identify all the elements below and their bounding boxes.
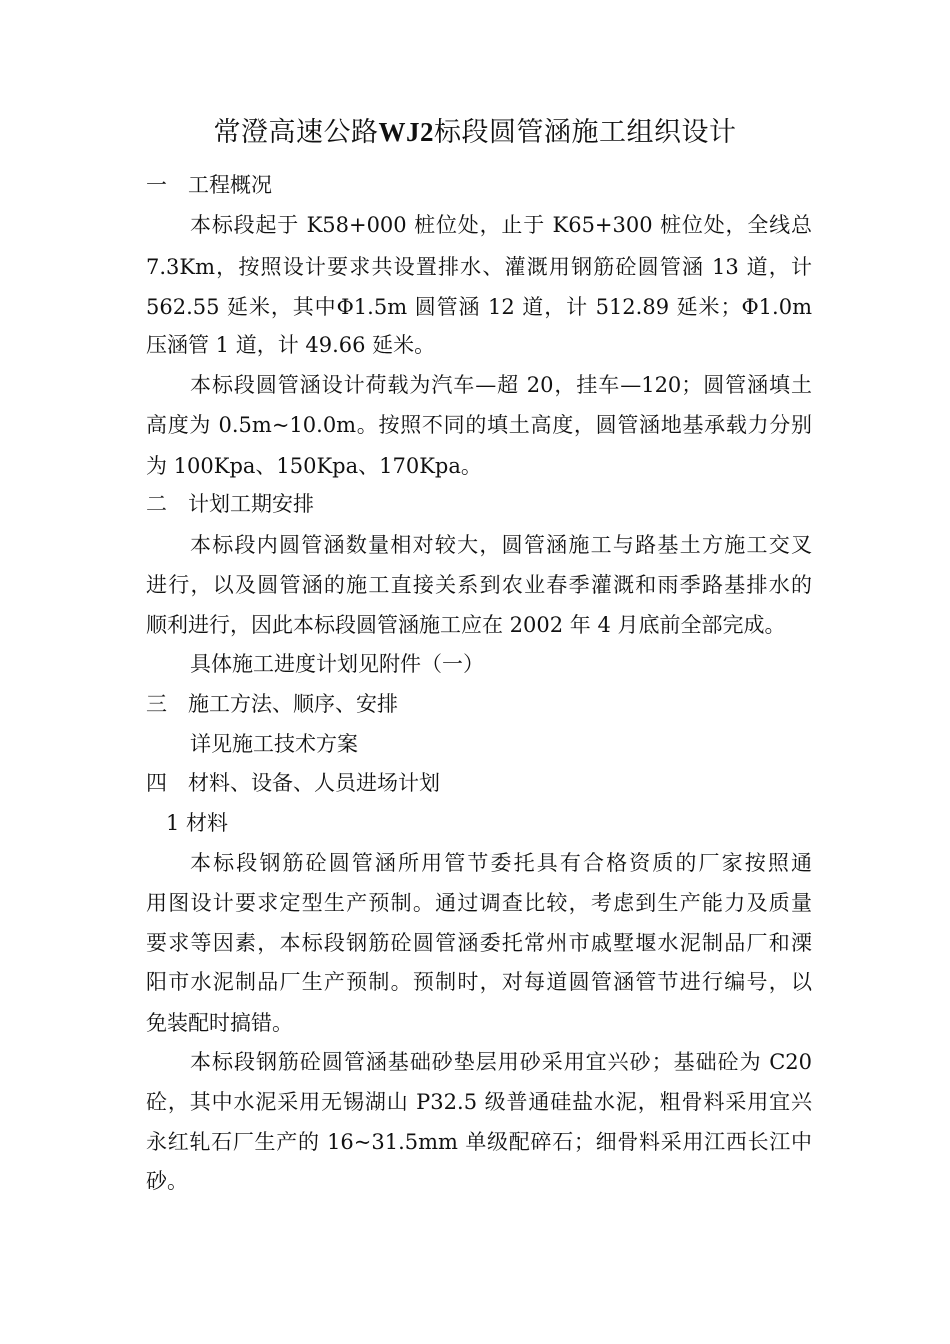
section-heading-4 bbox=[146, 768, 812, 798]
paragraph-line: 本标段圆管涵设计荷载为汽车—超 20，挂车—120；圆管涵填土 bbox=[190, 373, 812, 397]
paragraph-line: 本标段钢筋砼圆管涵所用管节委托具有合格资质的厂家按照通 bbox=[190, 851, 812, 875]
section-label: 材料、设备、人员进场计划 bbox=[188, 771, 440, 795]
paragraph-line: 7.3Km，按照设计要求共设置排水、灌溉用钢筋砼圆管涵 13 道，计 bbox=[146, 255, 812, 279]
paragraph-line: 砂。 bbox=[146, 1169, 188, 1193]
section-label: 施工方法、顺序、安排 bbox=[188, 692, 398, 716]
document-title bbox=[0, 112, 950, 153]
paragraph-line: 本标段起于 K58+000 桩位处，止于 K65+300 桩位处，全线总 bbox=[190, 213, 812, 237]
section-label: 工程概况 bbox=[188, 173, 272, 197]
paragraph-line: 用图设计要求定型生产预制。通过调查比较，考虑到生产能力及质量 bbox=[146, 891, 812, 915]
paragraph-line: 本标段钢筋砼圆管涵基础砂垫层用砂采用宜兴砂；基础砼为 C20 bbox=[190, 1050, 812, 1074]
section-heading-1 bbox=[146, 170, 812, 200]
paragraph-line: 永红轧石厂生产的 16~31.5mm 单级配碎石；细骨料采用江西长江中 bbox=[146, 1130, 812, 1154]
paragraph-line: 562.55 延米，其中Φ1.5m 圆管涵 12 道，计 512.89 延米；Φ1.0m bbox=[146, 295, 812, 319]
title-section-code: WJ2 bbox=[378, 117, 434, 147]
paragraph-line: 要求等因素，本标段钢筋砼圆管涵委托常州市戚墅堰水泥制品厂和溧 bbox=[146, 931, 812, 955]
paragraph-line: 高度为 0.5m~10.0m。按照不同的填土高度，圆管涵地基承载力分别 bbox=[146, 413, 812, 437]
paragraph-line: 进行，以及圆管涵的施工直接关系到农业春季灌溉和雨季路基排水的 bbox=[146, 573, 812, 597]
paragraph-line: 阳市水泥制品厂生产预制。预制时，对每道圆管涵管节进行编号，以 bbox=[146, 970, 812, 994]
section-number: 四 bbox=[146, 771, 167, 795]
paragraph-line: 压涵管 1 道，计 49.66 延米。 bbox=[146, 333, 436, 357]
section-heading-3 bbox=[146, 689, 812, 719]
section-heading-2 bbox=[146, 489, 812, 519]
paragraph-line: 免装配时搞错。 bbox=[146, 1011, 293, 1035]
paragraph-line: 顺利进行，因此本标段圆管涵施工应在 2002 年 4 月底前全部完成。 bbox=[146, 613, 786, 637]
title-prefix: 常澄高速公路 bbox=[213, 117, 379, 148]
section-number: 一 bbox=[146, 173, 167, 197]
section-label: 计划工期安排 bbox=[188, 492, 314, 516]
paragraph-line: 本标段内圆管涵数量相对较大，圆管涵施工与路基土方施工交叉 bbox=[190, 533, 812, 557]
paragraph-line: 砼，其中水泥采用无锡湖山 P32.5 级普通硅盐水泥，粗骨料采用宜兴 bbox=[146, 1090, 812, 1114]
section-number: 二 bbox=[146, 492, 167, 516]
title-suffix: 标段圆管涵施工组织设计 bbox=[434, 117, 737, 148]
paragraph-line: 具体施工进度计划见附件（一） bbox=[190, 652, 484, 676]
paragraph-line: 详见施工技术方案 bbox=[190, 732, 358, 756]
section-number: 三 bbox=[146, 692, 167, 716]
subsection-heading: 1 材料 bbox=[166, 811, 229, 835]
paragraph-line: 为 100Kpa、150Kpa、170Kpa。 bbox=[146, 454, 482, 478]
